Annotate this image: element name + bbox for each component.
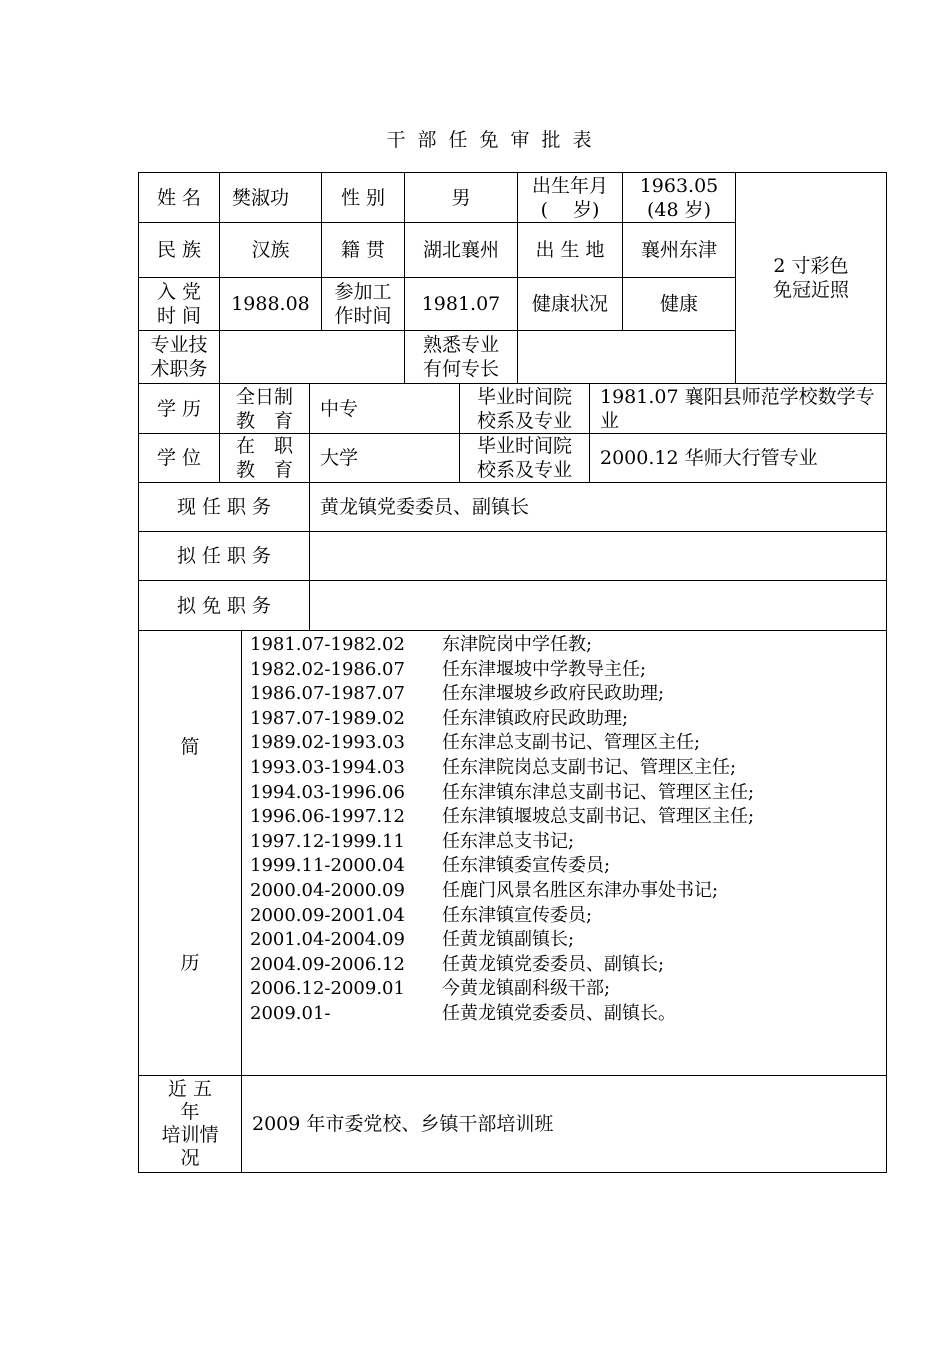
gender-value: 男 [451,186,471,209]
list-item [250,805,890,830]
resume-period: 1987.07-1989.02 [250,707,405,729]
resume-period: 1996.06-1997.12 [250,806,405,828]
resume-description: 东津院岗中学任教; [442,634,593,655]
resume-label-2: 历 [180,952,200,974]
health-value: 健康 [659,293,698,315]
training-label-line: 近 五 [167,1078,213,1100]
resume-period: 1989.02-1993.03 [250,732,405,754]
party-join-label-line: 入 党 [156,281,202,303]
work-start-label [322,278,404,330]
list-item [250,707,890,732]
list-item [250,830,890,855]
fulltime-school-value: 1981.07 襄阳县师范学校数学专业 [600,385,875,432]
resume-period: 2009.01- [250,1002,331,1024]
current-post-label: 现 任 职 务 [176,496,272,518]
page-title: 干部任免审批表 [386,129,604,151]
resume-period: 1986.07-1987.07 [250,683,405,705]
birth-age-label-line: ( 岁) [540,198,600,221]
inservice-school-label [460,434,589,482]
name-label: 姓 名 [156,186,202,209]
list-item [250,756,890,781]
proposed-removal-value [310,581,886,630]
training-label-line: 况 [180,1147,200,1169]
list-item [250,928,890,953]
resume-description: 任东津总支书记; [442,830,575,852]
training-value: 2009 年市委党校、乡镇干部培训班 [252,1113,554,1135]
list-item [250,658,890,683]
birthplace-label: 出 生 地 [535,239,605,261]
expertise-label-line: 熟悉专业 [422,334,499,356]
list-item [250,854,890,879]
resume-period: 1993.03-1994.03 [250,756,405,778]
birth-date-label [518,173,622,222]
tech-title-value [220,331,404,383]
resume-period: 2001.04-2004.09 [250,929,405,951]
tech-title-label-line: 术职务 [150,358,208,380]
fulltime-label-line: 教 育 [235,409,293,432]
education-label: 学 历 [156,397,202,420]
work-start-label-line: 参加工 [334,281,392,303]
resume-description: 任东津镇政府民政助理; [442,707,629,729]
birth-date-label-line: 出生年月 [531,174,608,197]
ethnicity-value: 汉族 [251,239,290,261]
resume-description: 任东津堰坡乡政府民政助理; [442,683,665,705]
training-label-line: 培训情 [161,1124,219,1146]
resume-description: 任东津镇宣传委员; [442,904,593,926]
resume-period: 1997.12-1999.11 [250,830,405,852]
resume-list [250,633,890,1027]
proposed-post-value [310,532,886,580]
photo-placeholder [736,173,886,383]
expertise-label [405,331,517,383]
resume-description: 任黄龙镇党委委员、副镇长; [442,953,665,975]
resume-description: 今黄龙镇副科级干部; [442,978,611,1000]
list-item [250,953,890,978]
resume-description: 任东津镇委宣传委员; [442,855,611,877]
proposed-removal-label: 拟 免 职 务 [176,594,272,617]
resume-period: 1999.11-2000.04 [250,855,405,877]
native-place-label: 籍 贯 [340,239,386,261]
birth-date-value [623,173,735,222]
inservice-school-value: 2000.12 华师大行管专业 [600,447,818,469]
resume-description: 任鹿门风景名胜区东津办事处书记; [442,879,719,901]
degree-label: 学 位 [156,447,202,469]
birthplace-value: 襄州东津 [640,239,717,261]
tech-title-label [139,331,219,383]
inservice-label [220,434,309,482]
table-border-bottom [138,1172,887,1173]
list-item [250,879,890,904]
photo-line-2: 免冠近照 [772,279,849,301]
resume-period: 1981.07-1982.02 [250,634,405,655]
grad-school-label-line: 毕业时间院 [476,385,572,408]
resume-period: 1994.03-1996.06 [250,781,405,803]
fulltime-label-line: 全日制 [235,385,293,408]
party-join-value: 1988.08 [231,293,310,315]
list-item [250,633,890,658]
list-item [250,682,890,707]
native-place-value: 湖北襄州 [422,239,499,261]
resume-description: 任东津镇堰坡总支副书记、管理区主任; [442,806,755,828]
resume-period: 2000.04-2000.09 [250,879,405,901]
resume-period: 2004.09-2006.12 [250,953,405,975]
grad-school-label-line: 毕业时间院 [476,435,572,457]
fulltime-label [220,384,309,433]
ethnicity-label: 民 族 [156,239,202,261]
fulltime-education-value: 中专 [320,397,359,420]
resume-label-1: 简 [180,736,200,758]
resume-description: 任东津堰坡中学教导主任; [442,658,647,680]
inservice-label-line: 在 职 [235,435,293,457]
gender-label: 性 别 [340,186,386,209]
resume-description: 任东津镇东津总支副书记、管理区主任; [442,781,755,803]
row-line [138,630,887,631]
list-item [250,731,890,756]
current-post-value: 黄龙镇党委委员、副镇长 [320,496,530,518]
resume-period: 1982.02-1986.07 [250,658,405,680]
proposed-post-label: 拟 任 职 务 [176,545,272,567]
list-item [250,1002,890,1027]
list-item [250,904,890,929]
name-value: 樊淑功 [232,186,290,209]
photo-line-1: 2 寸彩色 [773,255,849,277]
birth-date: 1963.05 [639,174,719,197]
work-start-value: 1981.07 [421,293,501,315]
inservice-label-line: 教 育 [235,459,293,481]
party-join-label-line: 时 间 [156,305,202,327]
list-item [250,977,890,1002]
work-start-label-line: 作时间 [334,305,392,327]
resume-description: 任黄龙镇党委委员、副镇长。 [442,1002,676,1024]
age: (48 岁) [646,198,712,221]
training-label [139,1076,241,1172]
party-join-label [139,278,219,330]
resume-description: 任黄龙镇副镇长; [442,929,575,951]
tech-title-label-line: 专业技 [150,334,208,356]
training-label-line: 年 [180,1101,200,1123]
health-label: 健康状况 [531,293,608,315]
grad-school-label-line: 校系及专业 [476,409,572,432]
resume-description: 任东津总支副书记、管理区主任; [442,732,701,754]
fulltime-school-label [460,384,589,433]
expertise-value [518,331,735,383]
grad-school-label-line: 校系及专业 [476,459,572,481]
resume-period: 2006.12-2009.01 [250,978,405,1000]
resume-description: 任东津院岗总支副书记、管理区主任; [442,756,737,778]
expertise-label-line: 有何专长 [422,358,499,380]
list-item [250,781,890,806]
resume-period: 2000.09-2001.04 [250,904,405,926]
inservice-education-value: 大学 [320,447,359,469]
